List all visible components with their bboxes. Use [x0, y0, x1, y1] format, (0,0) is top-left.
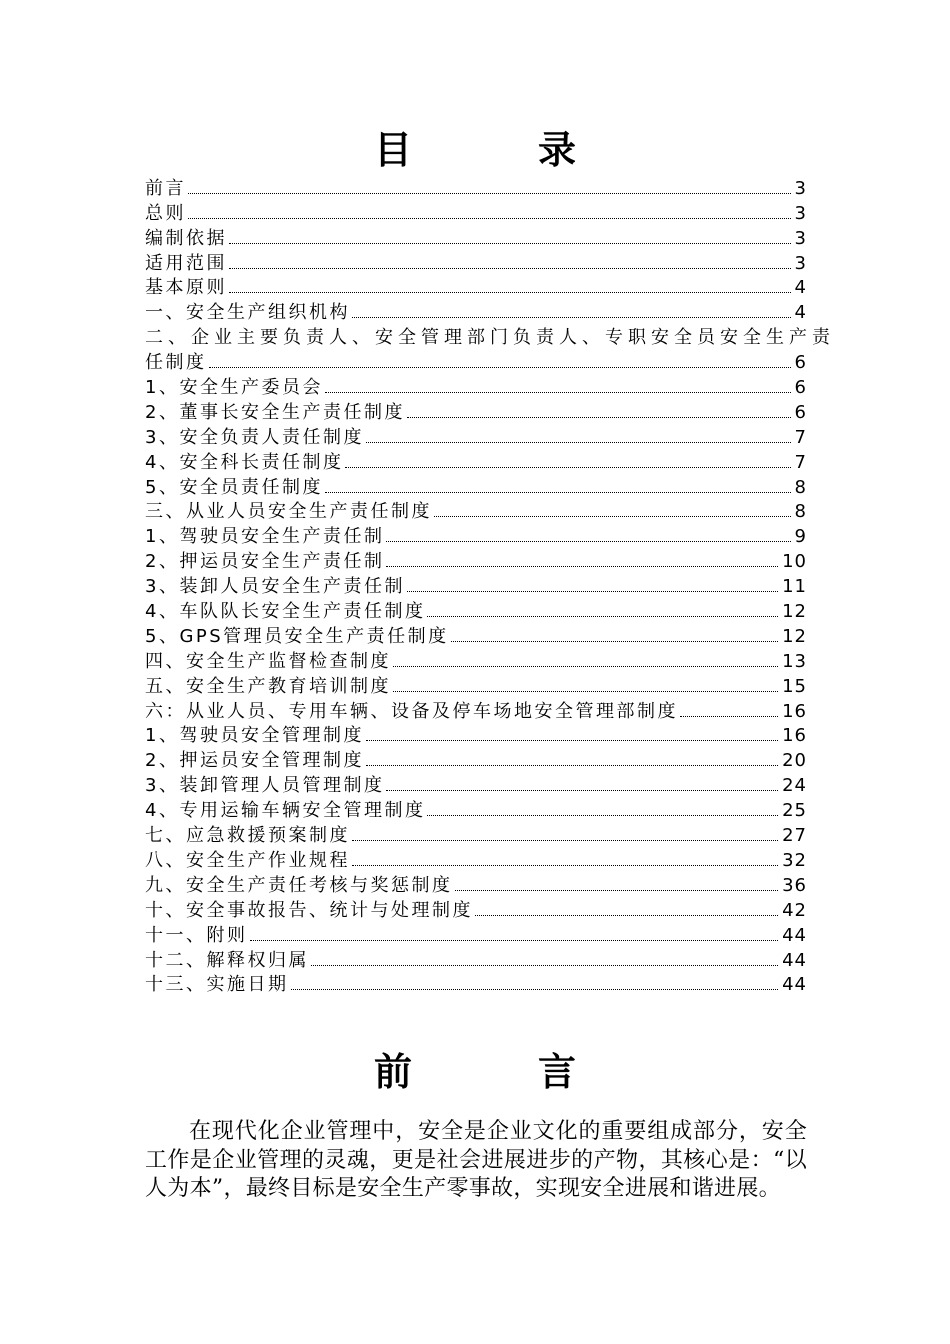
toc-entry-page-number: 25	[782, 800, 807, 822]
toc-entry[interactable]	[145, 648, 807, 673]
toc-dot-leader	[209, 367, 791, 368]
toc-entry-page-number: 16	[782, 725, 807, 747]
toc-entry-page-number: 6	[794, 352, 807, 374]
toc-entry-label: 1、驾驶员安全生产责任制	[145, 526, 385, 548]
toc-entry[interactable]	[145, 872, 807, 897]
toc-entry[interactable]	[145, 822, 807, 847]
toc-dot-leader	[386, 541, 790, 542]
toc-entry-label: 2、押运员安全生产责任制	[145, 551, 385, 573]
toc-entry-page-number: 12	[782, 625, 807, 647]
toc-dot-leader	[229, 292, 791, 293]
toc-dot-leader	[407, 417, 791, 418]
toc-dot-leader	[393, 666, 778, 667]
toc-entry[interactable]	[145, 175, 807, 200]
toc-entry-label: 二、企业主要负责人、安全管理部门负责人、专职安全员安全生产责	[145, 327, 835, 349]
toc-entry-label: 5、GPS管理员安全生产责任制度	[145, 625, 449, 647]
toc-entry-label: 3、安全负责人责任制度	[145, 426, 364, 448]
toc-entry[interactable]	[145, 747, 807, 772]
toc-entry-label: 4、安全科长责任制度	[145, 451, 344, 473]
toc-entry-page-number: 10	[782, 551, 807, 573]
toc-dot-leader	[188, 218, 791, 219]
toc-dot-leader	[352, 840, 778, 841]
toc-entry-page-number: 42	[782, 899, 807, 921]
toc-entry[interactable]	[145, 474, 807, 499]
toc-entry[interactable]	[145, 225, 807, 250]
toc-entry-page-number: 44	[782, 974, 807, 996]
toc-entry-label: 3、装卸管理人员管理制度	[145, 775, 385, 797]
toc-entry[interactable]	[145, 897, 807, 922]
toc-entry-page-number: 3	[794, 177, 807, 199]
toc-entry-label: 十二、解释权归属	[145, 949, 309, 971]
toc-entry-page-number: 3	[794, 202, 807, 224]
toc-entry[interactable]	[145, 623, 807, 648]
toc-entry[interactable]	[145, 548, 807, 573]
toc-entry[interactable]	[145, 972, 807, 997]
toc-entry[interactable]	[145, 499, 807, 524]
toc-entry[interactable]	[145, 299, 807, 324]
toc-entry-page-number: 44	[782, 924, 807, 946]
toc-entry-page-number: 3	[794, 227, 807, 249]
toc-entry[interactable]	[145, 573, 807, 598]
toc-dot-leader	[427, 616, 778, 617]
preface-paragraph: 在现代化企业管理中，安全是企业文化的重要组成部分，安全工作是企业管理的灵魂，更是社会进展进步的产物，其核心是：“以人为本”，最终目标是安全生产零事故，实现安全进展和谐进展。	[145, 1119, 807, 1201]
toc-entry[interactable]	[145, 698, 807, 723]
toc-entry-page-number: 7	[794, 451, 807, 473]
toc-dot-leader	[434, 516, 791, 517]
toc-entry[interactable]	[145, 847, 807, 872]
toc-entry-page-number: 11	[782, 576, 807, 598]
toc-entry[interactable]	[145, 399, 807, 424]
toc-entry[interactable]	[145, 275, 807, 300]
toc-dot-leader	[407, 591, 778, 592]
toc-entry-page-number: 4	[794, 302, 807, 324]
toc-entry-label: 编制依据	[145, 227, 227, 249]
toc-entry[interactable]	[145, 723, 807, 748]
toc-dot-leader	[366, 765, 778, 766]
toc-dot-leader	[386, 566, 778, 567]
toc-entry[interactable]	[145, 523, 807, 548]
toc-entry-label: 任制度	[145, 352, 207, 374]
toc-entry[interactable]	[145, 250, 807, 275]
toc-entry[interactable]	[145, 673, 807, 698]
preface-title: 前 言	[373, 1050, 620, 1094]
toc-dot-leader	[325, 392, 791, 393]
toc-entry-page-number: 8	[794, 501, 807, 523]
toc-dot-leader	[311, 965, 778, 966]
toc-entry-label: 六：从业人员、专用车辆、设备及停车场地安全管理部制度	[145, 700, 678, 722]
toc-entry-page-number: 12	[782, 601, 807, 623]
toc-entry[interactable]	[145, 424, 807, 449]
toc-dot-leader	[229, 268, 791, 269]
toc-entry-label: 九、安全生产责任考核与奖惩制度	[145, 874, 453, 896]
toc-dot-leader	[325, 492, 791, 493]
toc-entry-label: 5、安全员责任制度	[145, 476, 323, 498]
toc-entry-page-number: 8	[794, 476, 807, 498]
toc-entry-label: 3、装卸人员安全生产责任制	[145, 576, 405, 598]
toc-entry-label: 前言	[145, 177, 186, 199]
toc-entry-label: 十、安全事故报告、统计与处理制度	[145, 899, 473, 921]
toc-entry[interactable]	[145, 374, 807, 399]
toc-entry-page-number: 9	[794, 526, 807, 548]
toc-dot-leader	[393, 691, 778, 692]
toc-entry-page-number: 32	[782, 849, 807, 871]
toc-dot-leader	[291, 989, 779, 990]
toc-dot-leader	[250, 940, 779, 941]
toc-entry-label: 4、车队队长安全生产责任制度	[145, 601, 426, 623]
toc-dot-leader	[366, 442, 791, 443]
toc-entry[interactable]	[145, 772, 807, 797]
toc-entry-label: 八、安全生产作业规程	[145, 849, 350, 871]
toc-entry-label: 十一、附则	[145, 924, 248, 946]
toc-dot-leader	[455, 890, 779, 891]
toc-entry[interactable]	[145, 922, 807, 947]
toc-dot-leader	[475, 915, 778, 916]
toc-entry-page-number: 20	[782, 750, 807, 772]
toc-entry-page-number: 13	[782, 650, 807, 672]
toc-entry-label: 2、董事长安全生产责任制度	[145, 401, 405, 423]
toc-entry[interactable]	[145, 797, 807, 822]
toc-entry-label: 五、安全生产教育培训制度	[145, 675, 391, 697]
toc-entry-label: 三、从业人员安全生产责任制度	[145, 501, 432, 523]
toc-dot-leader	[352, 865, 778, 866]
toc-entry-page-number: 6	[794, 401, 807, 423]
toc-entry-label: 适用范围	[145, 252, 227, 274]
preface-body	[145, 1118, 807, 1204]
toc-entry-label: 基本原则	[145, 277, 227, 299]
toc-dot-leader	[352, 317, 791, 318]
toc-dot-leader	[229, 243, 791, 244]
toc-entry-page-number: 15	[782, 675, 807, 697]
toc-title: 目 录	[373, 128, 620, 172]
toc-entry-page-number: 6	[794, 377, 807, 399]
toc-entry-page-number: 4	[794, 277, 807, 299]
toc-entry-label: 四、安全生产监督检查制度	[145, 650, 391, 672]
toc-entry[interactable]	[145, 324, 835, 349]
toc-entry[interactable]	[145, 598, 807, 623]
toc-entry-page-number: 44	[782, 949, 807, 971]
toc-entry-page-number: 27	[782, 825, 807, 847]
toc-entry-page-number: 36	[782, 874, 807, 896]
toc-entry-label: 1、驾驶员安全管理制度	[145, 725, 364, 747]
toc-entry-label: 总则	[145, 202, 186, 224]
toc-entry-label: 4、专用运输车辆安全管理制度	[145, 800, 426, 822]
toc-dot-leader	[345, 467, 790, 468]
toc-entry[interactable]	[145, 200, 807, 225]
toc-entry-page-number: 16	[782, 700, 807, 722]
toc-dot-leader	[188, 193, 791, 194]
toc-dot-leader	[427, 815, 778, 816]
toc-entry-label: 1、安全生产委员会	[145, 377, 323, 399]
toc-dot-leader	[366, 740, 778, 741]
toc-dot-leader	[386, 790, 778, 791]
toc-entry-page-number: 24	[782, 775, 807, 797]
toc-entry-label: 七、应急救援预案制度	[145, 825, 350, 847]
toc-entry-page-number: 7	[794, 426, 807, 448]
toc-entry[interactable]	[145, 947, 807, 972]
toc-entry-label: 十三、实施日期	[145, 974, 289, 996]
toc-entry[interactable]	[145, 449, 807, 474]
toc-entry[interactable]	[145, 349, 807, 374]
toc-entry-label: 2、押运员安全管理制度	[145, 750, 364, 772]
toc-dot-leader	[451, 641, 778, 642]
toc-dot-leader	[680, 716, 778, 717]
toc-entry-label: 一、安全生产组织机构	[145, 302, 350, 324]
toc-entry-page-number: 3	[794, 252, 807, 274]
table-of-contents	[145, 175, 835, 996]
